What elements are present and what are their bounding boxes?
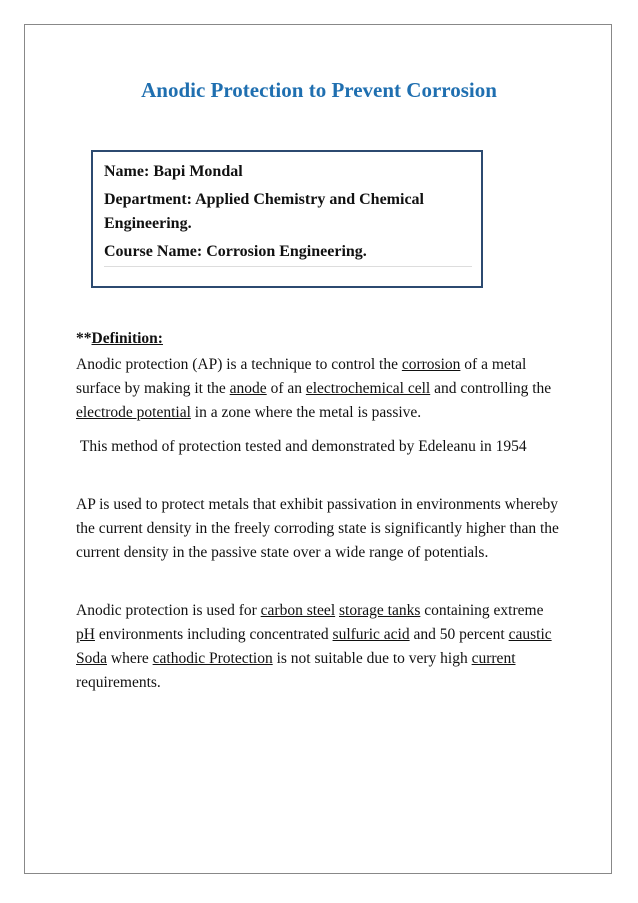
link-current[interactable]: current xyxy=(471,650,516,667)
definition-heading-text: Definition: xyxy=(91,330,163,347)
department: Department: Applied Chemistry and Chemical Engineering. xyxy=(104,191,424,232)
text-run: containing extreme xyxy=(420,602,544,619)
link-ph[interactable]: pH xyxy=(76,626,95,643)
text-run: is not suitable due to very high xyxy=(272,650,472,667)
text-run: and 50 percent xyxy=(409,626,509,643)
paragraph-history: This method of protection tested and demonstrated by Edeleanu in 1954 xyxy=(76,438,527,455)
text-run: where xyxy=(107,650,153,667)
document-body xyxy=(76,327,564,695)
link-carbon-steel[interactable]: carbon steel xyxy=(260,602,336,619)
text-run: Anodic protection is used for xyxy=(76,602,261,619)
text-run: Anodic protection (AP) is a technique to control the xyxy=(76,356,402,373)
definition-heading xyxy=(76,327,564,351)
document-title: Anodic Protection to Prevent Corrosion xyxy=(141,78,497,102)
paragraph-passivation: AP is used to protect metals that exhibit passivation in environments whereby the current density in the freely corroding state is significantly higher than the current density in the passive state over a wide range of potentials. xyxy=(76,496,559,561)
text-run: of an xyxy=(266,380,306,397)
text-run: and controlling the xyxy=(430,380,552,397)
definition-prefix: ** xyxy=(76,330,92,347)
link-cathodic-protection[interactable]: cathodic Protection xyxy=(152,650,273,667)
paragraph-definition xyxy=(76,353,564,425)
text-run: of a metal surface by making it the xyxy=(76,356,527,397)
author-name: Name: Bapi Mondal xyxy=(104,163,243,180)
link-electrode-potential[interactable]: electrode potential xyxy=(76,404,191,421)
text-run: requirements. xyxy=(76,674,161,691)
link-sulfuric-acid[interactable]: sulfuric acid xyxy=(332,626,410,643)
text-run: in a zone where the metal is passive. xyxy=(190,404,422,421)
link-corrosion[interactable]: corrosion xyxy=(401,356,461,373)
link-anode[interactable]: anode xyxy=(229,380,267,397)
link-caustic-soda[interactable]: caustic Soda xyxy=(76,626,552,667)
link-storage-tanks[interactable]: storage tanks xyxy=(339,602,421,619)
author-info-box xyxy=(91,150,483,288)
paragraph-applications xyxy=(76,599,564,695)
course-name: Course Name: Corrosion Engineering. xyxy=(104,240,472,267)
link-electrochemical-cell[interactable]: electrochemical cell xyxy=(305,380,431,397)
text-run: environments including concentrated xyxy=(94,626,333,643)
